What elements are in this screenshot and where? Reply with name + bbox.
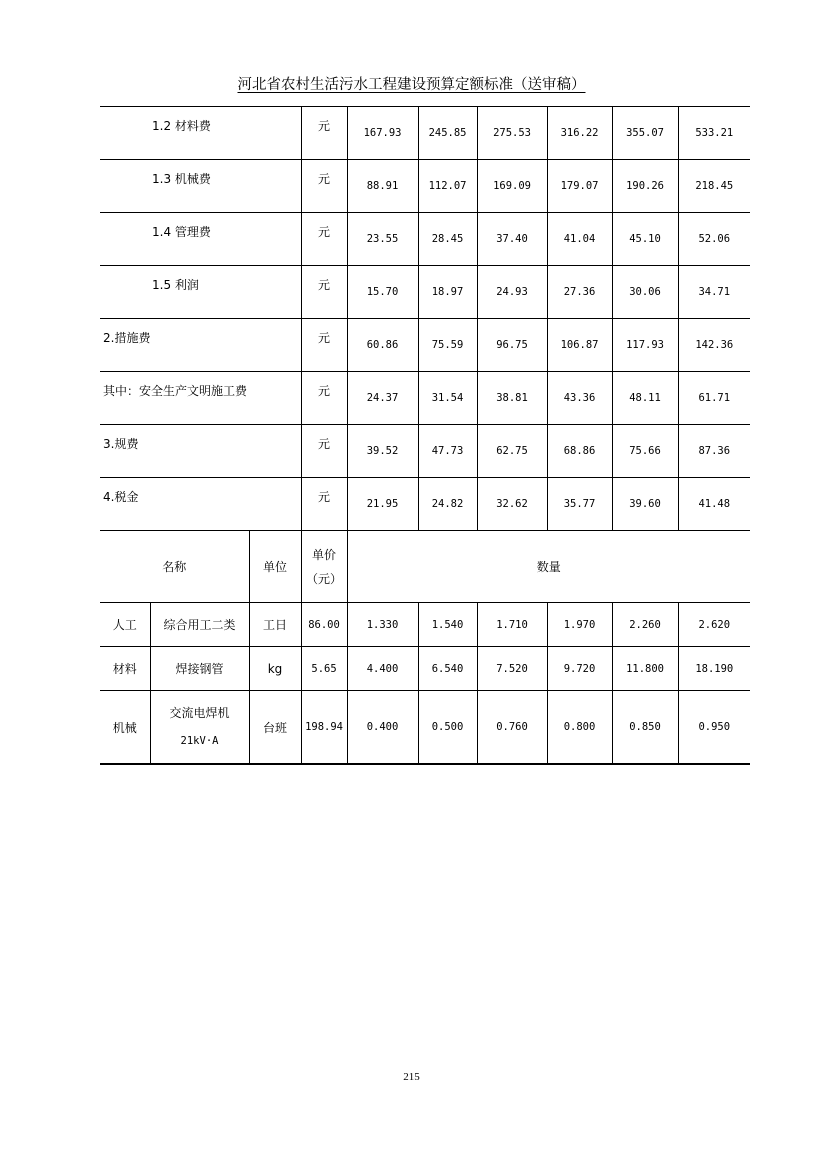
cost-item-name: 1.2 材料费 <box>100 107 301 160</box>
resource-quantity: 11.800 <box>612 647 678 691</box>
resource-unit: 台班 <box>249 691 301 765</box>
cost-value: 142.36 <box>678 319 750 372</box>
resource-header-row <box>100 531 750 603</box>
cost-value: 75.66 <box>612 425 678 478</box>
resource-quantity: 4.400 <box>347 647 418 691</box>
resource-quantity: 0.500 <box>418 691 477 765</box>
resource-quantity: 0.400 <box>347 691 418 765</box>
resource-quantity: 9.720 <box>547 647 612 691</box>
cost-value: 18.97 <box>418 266 477 319</box>
cost-value: 96.75 <box>477 319 547 372</box>
resource-quantity: 0.950 <box>678 691 750 765</box>
resource-category: 材料 <box>100 647 150 691</box>
cost-row <box>100 478 750 531</box>
resource-quantity: 2.260 <box>612 603 678 647</box>
resource-quantity: 2.620 <box>678 603 750 647</box>
cost-value: 47.73 <box>418 425 477 478</box>
resource-item <box>150 603 249 647</box>
header-quantity: 数量 <box>347 531 750 603</box>
resource-quantity: 6.540 <box>418 647 477 691</box>
resource-unit: 工日 <box>249 603 301 647</box>
cost-value: 30.06 <box>612 266 678 319</box>
cost-value: 41.48 <box>678 478 750 531</box>
cost-value: 87.36 <box>678 425 750 478</box>
cost-unit: 元 <box>301 107 347 160</box>
header-unit: 单位 <box>249 531 301 603</box>
resource-category: 机械 <box>100 691 150 765</box>
resource-item-spec: 21kV·A <box>180 735 219 747</box>
cost-value: 37.40 <box>477 213 547 266</box>
resource-quantity: 0.850 <box>612 691 678 765</box>
cost-value: 52.06 <box>678 213 750 266</box>
cost-value: 167.93 <box>347 107 418 160</box>
cost-item-name: 3.规费 <box>100 425 301 478</box>
resource-quantity: 0.800 <box>547 691 612 765</box>
resource-quantity: 18.190 <box>678 647 750 691</box>
cost-value: 38.81 <box>477 372 547 425</box>
cost-value: 32.62 <box>477 478 547 531</box>
cost-row <box>100 372 750 425</box>
header-price-currency: （元） <box>306 571 343 586</box>
cost-value: 88.91 <box>347 160 418 213</box>
resource-item-name: 交流电焊机 <box>169 706 230 720</box>
cost-value: 62.75 <box>477 425 547 478</box>
cost-row <box>100 266 750 319</box>
cost-unit: 元 <box>301 319 347 372</box>
cost-value: 27.36 <box>547 266 612 319</box>
cost-value: 218.45 <box>678 160 750 213</box>
cost-value: 190.26 <box>612 160 678 213</box>
cost-value: 45.10 <box>612 213 678 266</box>
cost-unit: 元 <box>301 160 347 213</box>
resource-quantity: 0.760 <box>477 691 547 765</box>
cost-value: 112.07 <box>418 160 477 213</box>
cost-unit: 元 <box>301 266 347 319</box>
cost-value: 316.22 <box>547 107 612 160</box>
cost-row <box>100 425 750 478</box>
cost-value: 61.71 <box>678 372 750 425</box>
cost-value: 39.52 <box>347 425 418 478</box>
cost-item-name: 2.措施费 <box>100 319 301 372</box>
resource-quantity: 1.540 <box>418 603 477 647</box>
header-price-label: 单价 <box>312 547 337 562</box>
cost-unit: 元 <box>301 372 347 425</box>
cost-value: 68.86 <box>547 425 612 478</box>
resource-row <box>100 647 750 691</box>
document-title: 河北省农村生活污水工程建设预算定额标准（送审稿） <box>237 77 586 93</box>
cost-value: 34.71 <box>678 266 750 319</box>
cost-value: 60.86 <box>347 319 418 372</box>
header-unit-price <box>301 531 347 603</box>
cost-value: 169.09 <box>477 160 547 213</box>
resource-item-name: 焊接钢管 <box>175 662 224 676</box>
resource-quantity: 7.520 <box>477 647 547 691</box>
resource-item-name: 综合用工二类 <box>163 618 236 632</box>
cost-unit: 元 <box>301 478 347 531</box>
cost-value: 39.60 <box>612 478 678 531</box>
cost-value: 179.07 <box>547 160 612 213</box>
cost-item-name: 4.税金 <box>100 478 301 531</box>
cost-value: 15.70 <box>347 266 418 319</box>
resource-quantity: 1.970 <box>547 603 612 647</box>
resource-row <box>100 603 750 647</box>
resource-unit-price: 86.00 <box>301 603 347 647</box>
cost-value: 24.37 <box>347 372 418 425</box>
cost-row <box>100 319 750 372</box>
cost-value: 117.93 <box>612 319 678 372</box>
quota-table <box>100 106 750 765</box>
resource-quantity: 1.710 <box>477 603 547 647</box>
resource-item <box>150 691 249 765</box>
cost-value: 35.77 <box>547 478 612 531</box>
resource-unit-price: 5.65 <box>301 647 347 691</box>
cost-value: 245.85 <box>418 107 477 160</box>
cost-unit: 元 <box>301 425 347 478</box>
cost-row <box>100 107 750 160</box>
cost-value: 24.93 <box>477 266 547 319</box>
cost-row <box>100 213 750 266</box>
resource-category: 人工 <box>100 603 150 647</box>
resource-row <box>100 691 750 765</box>
cost-value: 75.59 <box>418 319 477 372</box>
resource-unit-price: 198.94 <box>301 691 347 765</box>
cost-item-name: 其中：安全生产文明施工费 <box>100 372 301 425</box>
cost-value: 48.11 <box>612 372 678 425</box>
cost-value: 31.54 <box>418 372 477 425</box>
cost-value: 41.04 <box>547 213 612 266</box>
cost-value: 21.95 <box>347 478 418 531</box>
cost-item-name: 1.3 机械费 <box>100 160 301 213</box>
cost-value: 24.82 <box>418 478 477 531</box>
cost-item-name: 1.5 利润 <box>100 266 301 319</box>
resource-quantity: 1.330 <box>347 603 418 647</box>
cost-value: 43.36 <box>547 372 612 425</box>
cost-value: 28.45 <box>418 213 477 266</box>
resource-unit: kg <box>249 647 301 691</box>
cost-value: 275.53 <box>477 107 547 160</box>
cost-row <box>100 160 750 213</box>
cost-item-name: 1.4 管理费 <box>100 213 301 266</box>
cost-value: 355.07 <box>612 107 678 160</box>
cost-value: 23.55 <box>347 213 418 266</box>
header-name: 名称 <box>100 531 249 603</box>
page-number: 215 <box>403 1071 420 1083</box>
cost-value: 106.87 <box>547 319 612 372</box>
cost-unit: 元 <box>301 213 347 266</box>
resource-item <box>150 647 249 691</box>
cost-value: 533.21 <box>678 107 750 160</box>
